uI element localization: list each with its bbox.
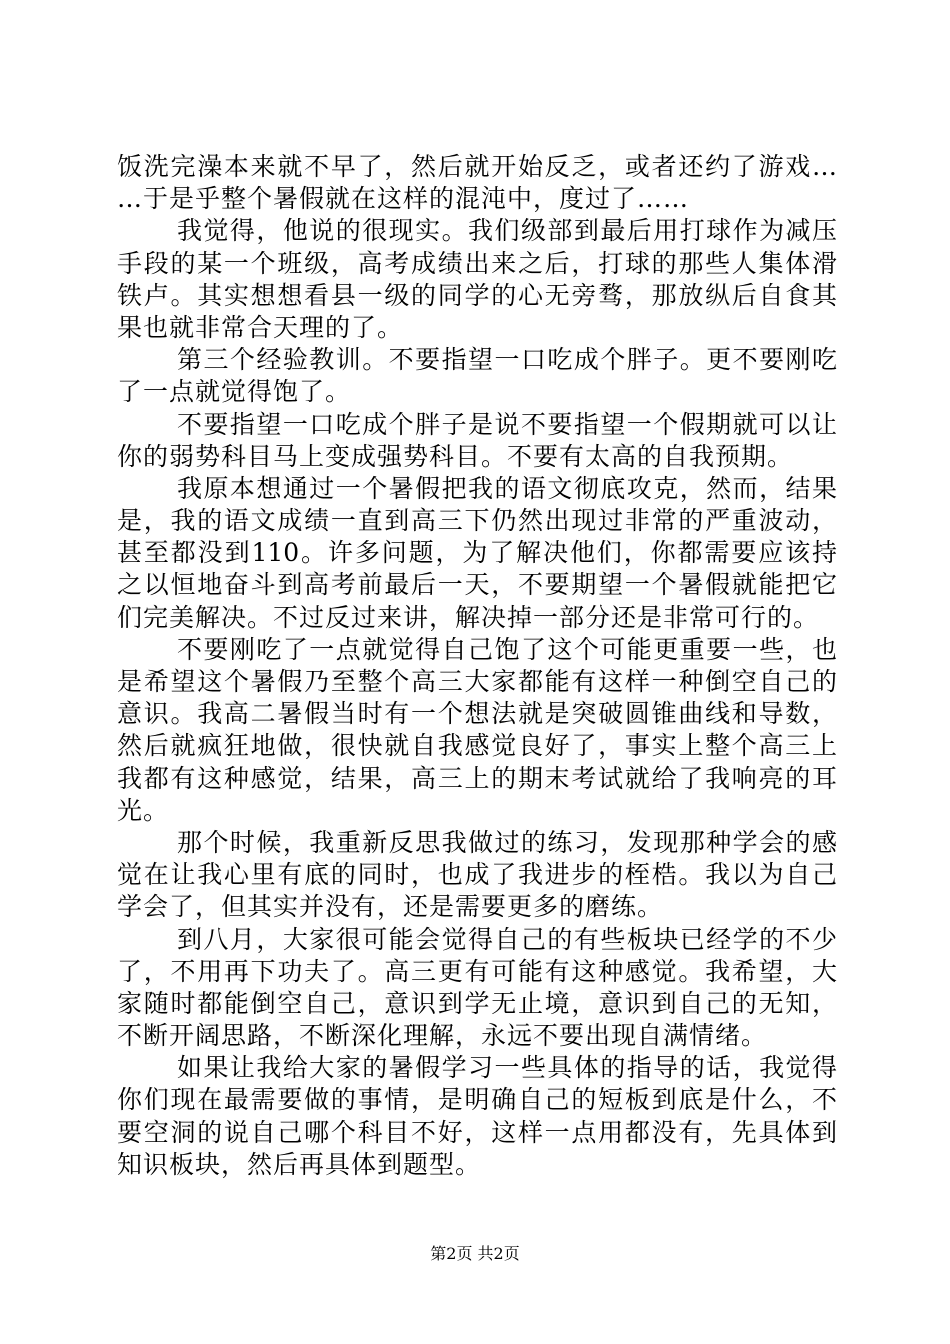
text-line: 家随时都能倒空自己，意识到学无止境，意识到自己的无知， bbox=[117, 988, 837, 1018]
text-line: 铁卢。其实想想看县一级的同学的心无旁骛，那放纵后自食其 bbox=[117, 280, 837, 310]
text-line: 果也就非常合天理的了。 bbox=[117, 312, 404, 342]
text-line: 光。 bbox=[117, 795, 170, 825]
text-line: 那个时候，我重新反思我做过的练习，发现那种学会的感 bbox=[177, 827, 837, 857]
text-line: 意识。我高二暑假当时有一个想法就是突破圆锥曲线和导数， bbox=[117, 699, 837, 729]
text-line: 是，我的语文成绩一直到高三下仍然出现过非常的严重波动， bbox=[117, 506, 837, 536]
text-line: 你们现在最需要做的事情，是明确自己的短板到底是什么，不 bbox=[117, 1085, 837, 1115]
text-line: 学会了，但其实并没有，还是需要更多的磨练。 bbox=[117, 892, 664, 922]
text-line: 我觉得，他说的很现实。我们级部到最后用打球作为减压 bbox=[177, 216, 837, 246]
text-line: 了，不用再下功夫了。高三更有可能有这种感觉。我希望，大 bbox=[117, 956, 837, 986]
text-line: 了一点就觉得饱了。 bbox=[117, 377, 352, 407]
text-line: …于是乎整个暑假就在这样的混沌中，度过了…… bbox=[117, 184, 690, 214]
text-line: 们完美解决。不过反过来讲，解决掉一部分还是非常可行的。 bbox=[117, 602, 820, 632]
text-line: 甚至都没到110。许多问题，为了解决他们，你都需要应该持 bbox=[117, 538, 837, 568]
text-line: 第三个经验教训。不要指望一口吃成个胖子。更不要刚吃 bbox=[177, 345, 837, 375]
text-line: 之以恒地奋斗到高考前最后一天，不要期望一个暑假就能把它 bbox=[117, 570, 837, 600]
page-number-footer: 第2页 共2页 bbox=[430, 1244, 520, 1263]
text-line: 我原本想通过一个暑假把我的语文彻底攻克，然而，结果 bbox=[177, 473, 837, 503]
text-line: 然后就疯狂地做，很快就自我感觉良好了，事实上整个高三上 bbox=[117, 731, 837, 761]
document-body bbox=[117, 151, 837, 1181]
text-line: 不要指望一口吃成个胖子是说不要指望一个假期就可以让 bbox=[177, 409, 837, 439]
text-line: 如果让我给大家的暑假学习一些具体的指导的话，我觉得 bbox=[177, 1053, 837, 1083]
text-line: 手段的某一个班级，高考成绩出来之后，打球的那些人集体滑 bbox=[117, 248, 837, 278]
text-line: 我都有这种感觉，结果，高三上的期末考试就给了我响亮的耳 bbox=[117, 763, 837, 793]
text-line: 到八月，大家很可能会觉得自己的有些板块已经学的不少 bbox=[177, 924, 837, 954]
text-line: 觉在让我心里有底的同时，也成了我进步的桎梏。我以为自己 bbox=[117, 860, 837, 890]
text-line: 不要刚吃了一点就觉得自己饱了这个可能更重要一些，也 bbox=[177, 634, 837, 664]
text-line: 是希望这个暑假乃至整个高三大家都能有这样一种倒空自己的 bbox=[117, 667, 837, 696]
text-line: 你的弱势科目马上变成强势科目。不要有太高的自我预期。 bbox=[117, 441, 794, 471]
text-line: 不断开阔思路，不断深化理解，永远不要出现自满情绪。 bbox=[117, 1021, 768, 1051]
text-line: 要空洞的说自己哪个科目不好，这样一点用都没有，先具体到 bbox=[117, 1117, 837, 1147]
text-line: 饭洗完澡本来就不早了，然后就开始反乏，或者还约了游戏… bbox=[117, 152, 837, 181]
text-line: 知识板块，然后再具体到题型。 bbox=[117, 1149, 482, 1179]
